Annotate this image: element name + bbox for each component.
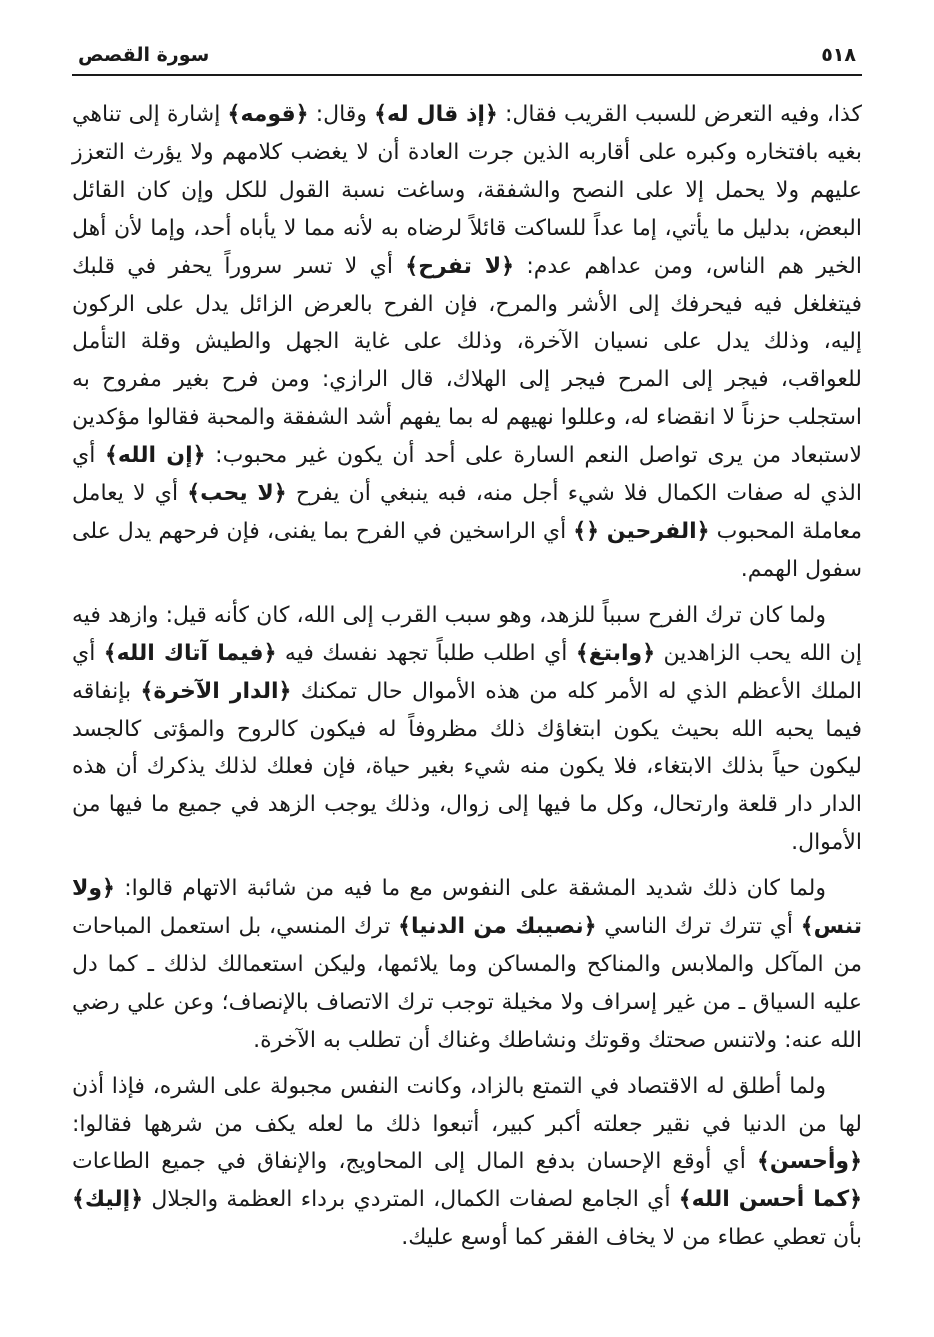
- page-number: ٥١٨: [821, 44, 856, 66]
- quran-quote: ﴿لا يحب﴾: [187, 481, 287, 507]
- commentary-text: ترك المنسي، بل استعمل المباحات من المآكل والملابس والمناكح والمساكن وما يلائمها، وليكن استعمالك لذلك ـ كما دل عليه السياق ـ من غير إسراف ولا مخيلة توجب ترك الاتصاف بالإنصاف؛ وعن علي رضي الله عنه: ولاتنس صحتك وقوتك ونشاطك وغناك أن تطلب به الآخرة.: [72, 914, 862, 1053]
- paragraph: [72, 1068, 862, 1258]
- quran-quote: ﴿ولا تنس﴾: [72, 876, 862, 940]
- body-text: [72, 96, 862, 1257]
- commentary-text: أي لا يعامل معاملة المحبوب: [72, 481, 862, 544]
- quran-quote: ﴿إليك﴾: [72, 1187, 144, 1213]
- quran-quote: ﴿فيما آتاك الله﴾: [103, 640, 277, 666]
- commentary-text: بإنفاقه فيما يحبه الله بحيث يكون ابتغاؤك ذلك مظروفاً له فيكون كالروح والمؤتى كالجسد ليكون حياً بذلك الابتغاء، فلا يكون منه شيء بغير حياة، فإن فعلك لذلك يذكرك أن هذه الدار دار قلعة وارتحال، وكل ما فيها إلى زوال، وذلك يوجب الزهد في جميع ما فيها من الأموال.: [72, 678, 862, 856]
- commentary-text: بأن تعطي عطاء من لا يخاف الفقر كما أوسع عليك.: [401, 1225, 862, 1251]
- quran-quote: ﴿كما أحسن الله﴾: [678, 1187, 863, 1213]
- paragraph: [72, 870, 862, 1060]
- commentary-text: كذا، وفيه التعرض للسبب القريب فقال:: [497, 102, 863, 127]
- commentary-text: أي لا تسر سروراً يحفر في قلبك فيتغلغل فيه فيحرفك إلى الأشر والمرح، فإن الفرح بالعرض الزائل يدل على الركون إليه، وذلك يدل على نسيان الآخرة، وذلك على غاية الجهل والطيش وقلة التأمل للعواقب، فيجر إلى المرح فيجر إلى الهلاك، قال الرازي: ومن فرح بغير مفروح به استجلب حزناً لا انقضاء له، وعللوا نهيهم له بما يفهم أشد الشفقة والمحبة فقالوا مؤكدين لاستبعاد من يرى تواصل النعم السارة على أحد أن يكون غير محبوب:: [72, 253, 862, 469]
- commentary-text: وقال:: [308, 102, 375, 127]
- commentary-text: ولما كان ذلك شديد المشقة على النفوس مع ما فيه من شائبة الاتهام قالوا:: [114, 876, 826, 902]
- commentary-text: أي الراسخين في الفرح بما يفنى، فإن فرحهم يدل على سفول الهمم.: [72, 518, 862, 582]
- quran-quote: ﴿نصيبك من الدنيا﴾: [398, 914, 597, 940]
- quran-quote: ﴿قومه﴾: [227, 102, 309, 127]
- quran-quote: ﴿إذ قال له﴾: [374, 102, 498, 127]
- paragraph: [72, 597, 862, 862]
- page-header: [72, 40, 862, 76]
- quran-quote: ﴿إن الله﴾: [104, 443, 206, 469]
- commentary-text: أي الملك الأعظم الذي له الأمر كله من هذه الأموال حال تمكنك: [72, 640, 862, 704]
- quran-quote: ﴿الفرحين ﴿﴾: [573, 518, 710, 544]
- commentary-text: أي اطلب طلباً تجهد نفسك فيه: [276, 640, 576, 666]
- quran-quote: ﴿لا تفرح﴾: [405, 253, 515, 279]
- commentary-text: أي الجامع لصفات الكمال، المتردي برداء العظمة والجلال: [143, 1187, 679, 1213]
- running-title: سورة القصص: [78, 44, 210, 66]
- document-page: [72, 40, 862, 1300]
- commentary-text: إشارة إلى تناهي بغيه بافتخاره وكبره على أقاربه الذين جرت العادة أن لا يغضب كلامهم ولا يؤرث التعزز عليهم ولا يحمل إلا على النصح والشفقة، وساغت نسبة القول للكل وإن كان القائل البعض، بدليل ما يأتي، إما عداً للساكت قائلاً لرضاه به لأنه مما لا يأباه أحد، وإما لأن أهل الخير هم الناس، ومن عداهم عدم:: [72, 102, 862, 279]
- quran-quote: ﴿الدار الآخرة﴾: [140, 678, 292, 704]
- commentary-text: أي أوقع الإحسان بدفع المال إلى المحاويج، والإنفاق في جميع الطاعات: [72, 1149, 757, 1175]
- commentary-text: ولما كان ترك الفرح سبباً للزهد، وهو سبب القرب إلى الله، كان كأنه قيل: وازهد فيه إن الله يحب الزاهدين: [72, 602, 862, 666]
- commentary-text: أي تترك ترك الناسي: [596, 914, 801, 940]
- paragraph: [72, 96, 862, 589]
- commentary-text: ولما أطلق له الاقتصاد في التمتع بالزاد، وكانت النفس مجبولة على الشره، فإذا أذن لها من الدنيا في نقير جعلته أكبر كبير، أتبعوا ذلك ما لعله يكف من شرهها فقالوا:: [72, 1073, 862, 1137]
- quran-quote: ﴿وأحسن﴾: [756, 1149, 862, 1175]
- quran-quote: ﴿وابتغ﴾: [575, 640, 656, 666]
- commentary-text: أي الذي له صفات الكمال فلا شيء أجل منه، فبه ينبغي أن يفرح: [72, 443, 862, 507]
